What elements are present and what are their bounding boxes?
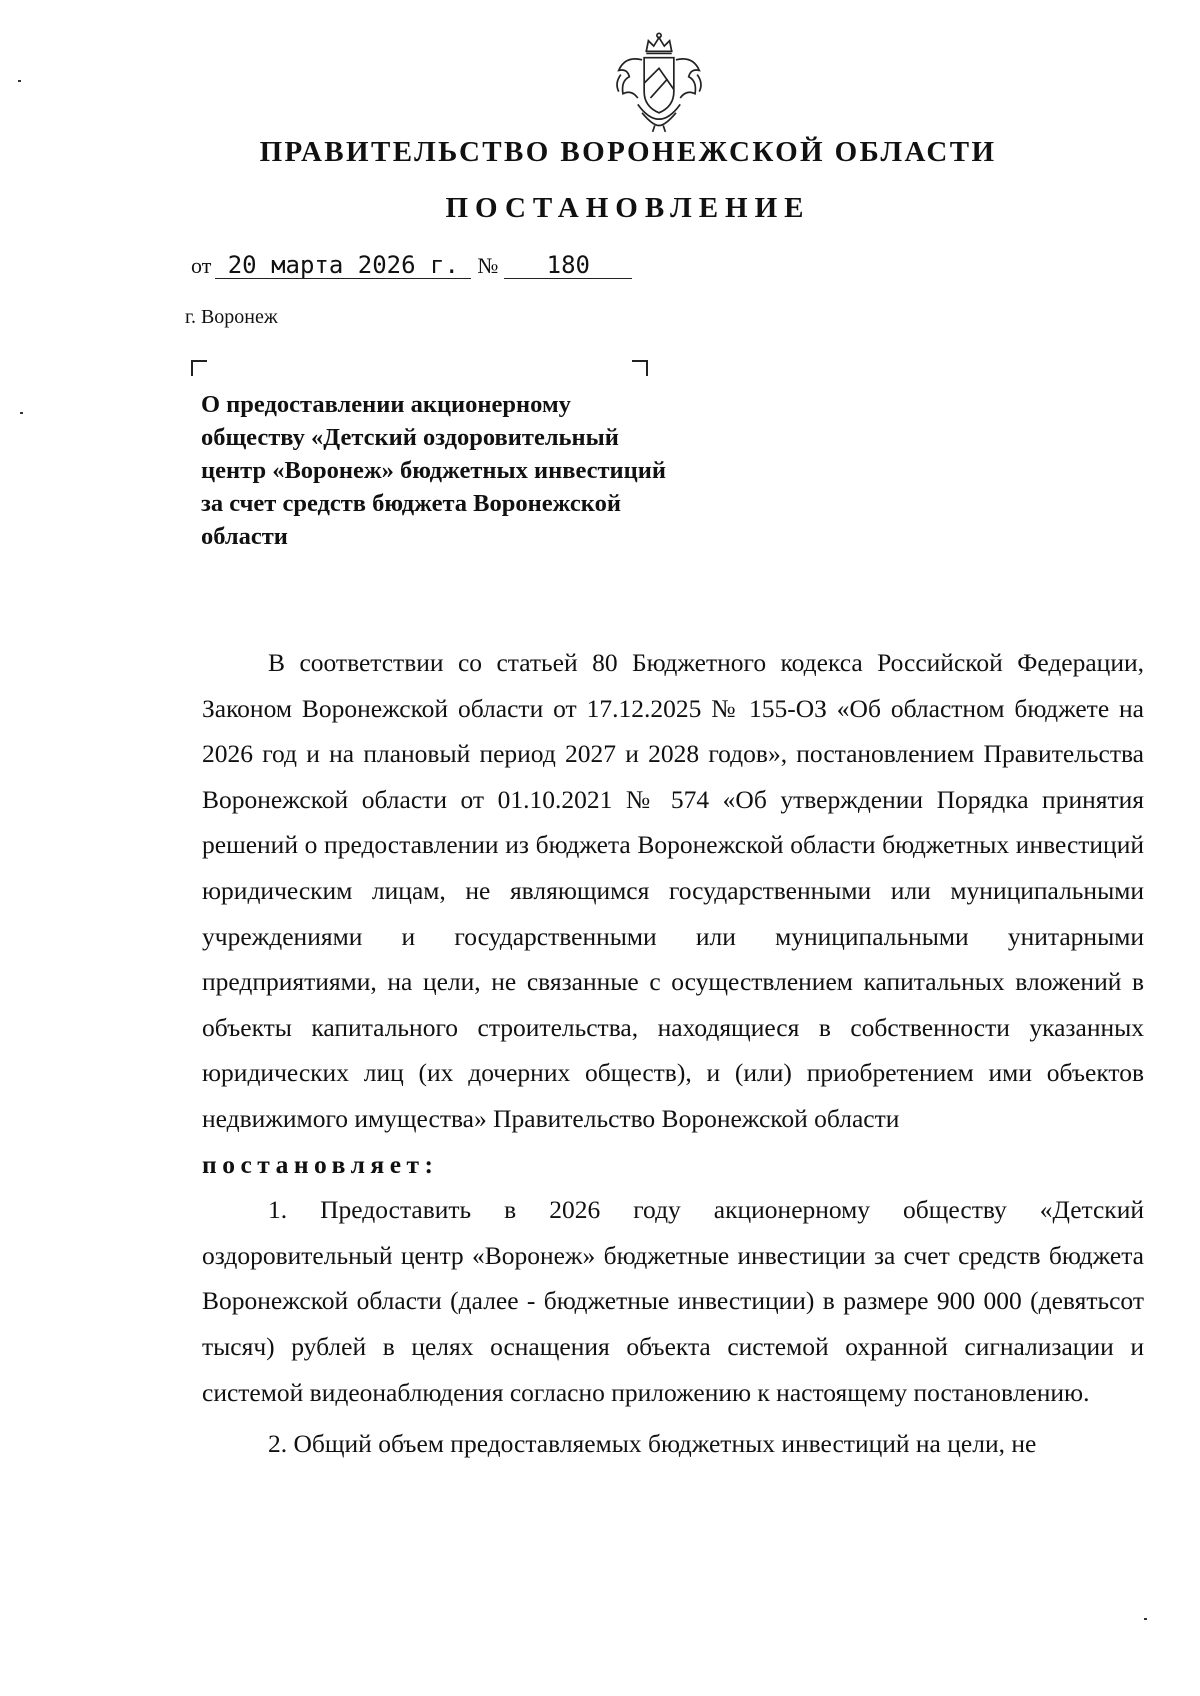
item-2-paragraph: 2. Общий объем предоставляемых бюджетных инвестиций на цели, не (268, 1429, 1037, 1459)
subject-line: О предоставлении акционерному (201, 391, 571, 418)
scan-mark (20, 412, 23, 414)
preamble-paragraph: В соответствии со статьей 80 Бюджетного кодекса Российской Федерации, Законом Воронежской области от 17.12.2025 № 155-ОЗ «Об областном бюджете на 2026 год и на плановый период 2027 и 2028 годов», постановлением Правительства Воронежской области от 01.10.2021 № 574 «Об утверждении Порядка принятия решений о предоставлении из бюджета Воронежской области бюджетных инвестиций юридическим лицам, не являющимся государственными или муниципальными учреждениями и государственными или муниципальными унитарными предприятиями, на цели, не связанные с осуществлением капитальных вложений в объекты капитального строительства, находящиеся в собственности указанных юридических лиц (их дочерних обществ), и (или) приобретением ими объектов недвижимого имущества» Правительство Воронежской области (202, 648, 1144, 1133)
document-number: 180 (504, 252, 632, 279)
subject-line: за счет средств бюджета Воронежской (201, 490, 621, 517)
document-body (202, 640, 1144, 1467)
voronezh-coat-of-arms-icon (606, 28, 712, 134)
government-title: ПРАВИТЕЛЬСТВО ВОРОНЕЖСКОЙ ОБЛАСТИ (259, 136, 997, 168)
subject-corner-left (191, 360, 207, 376)
document-type-title: ПОСТАНОВЛЕНИЕ (445, 192, 811, 224)
scan-mark (18, 80, 21, 82)
item-1-paragraph: 1. Предоставить в 2026 году акционерному обществу «Детский оздоровительный центр «Воронеж» бюджетные инвестиции за счет средств бюджета Воронежской области (далее - бюджетные инвестиции) в размере 900 000 (девятьсот тысяч) рублей в целях оснащения объекта системой охранной сигнализации и системой видеонаблюдения согласно приложению к настоящему постановлению. (202, 1195, 1144, 1407)
scan-mark (1144, 1618, 1147, 1620)
subject-corner-right (632, 360, 648, 376)
document-date: 20 марта 2026 г. (215, 252, 471, 279)
document-subject (201, 388, 761, 553)
resolves-word: постановляет: (202, 1149, 439, 1179)
number-prefix: № (477, 253, 499, 278)
subject-line: центр «Воронеж» бюджетных инвестиций (201, 457, 666, 484)
date-prefix: от (191, 253, 212, 278)
subject-line: области (201, 523, 288, 550)
date-number-line (191, 252, 632, 279)
subject-line: обществу «Детский оздоровительный (201, 424, 619, 451)
city-label: г. Воронеж (185, 306, 278, 328)
